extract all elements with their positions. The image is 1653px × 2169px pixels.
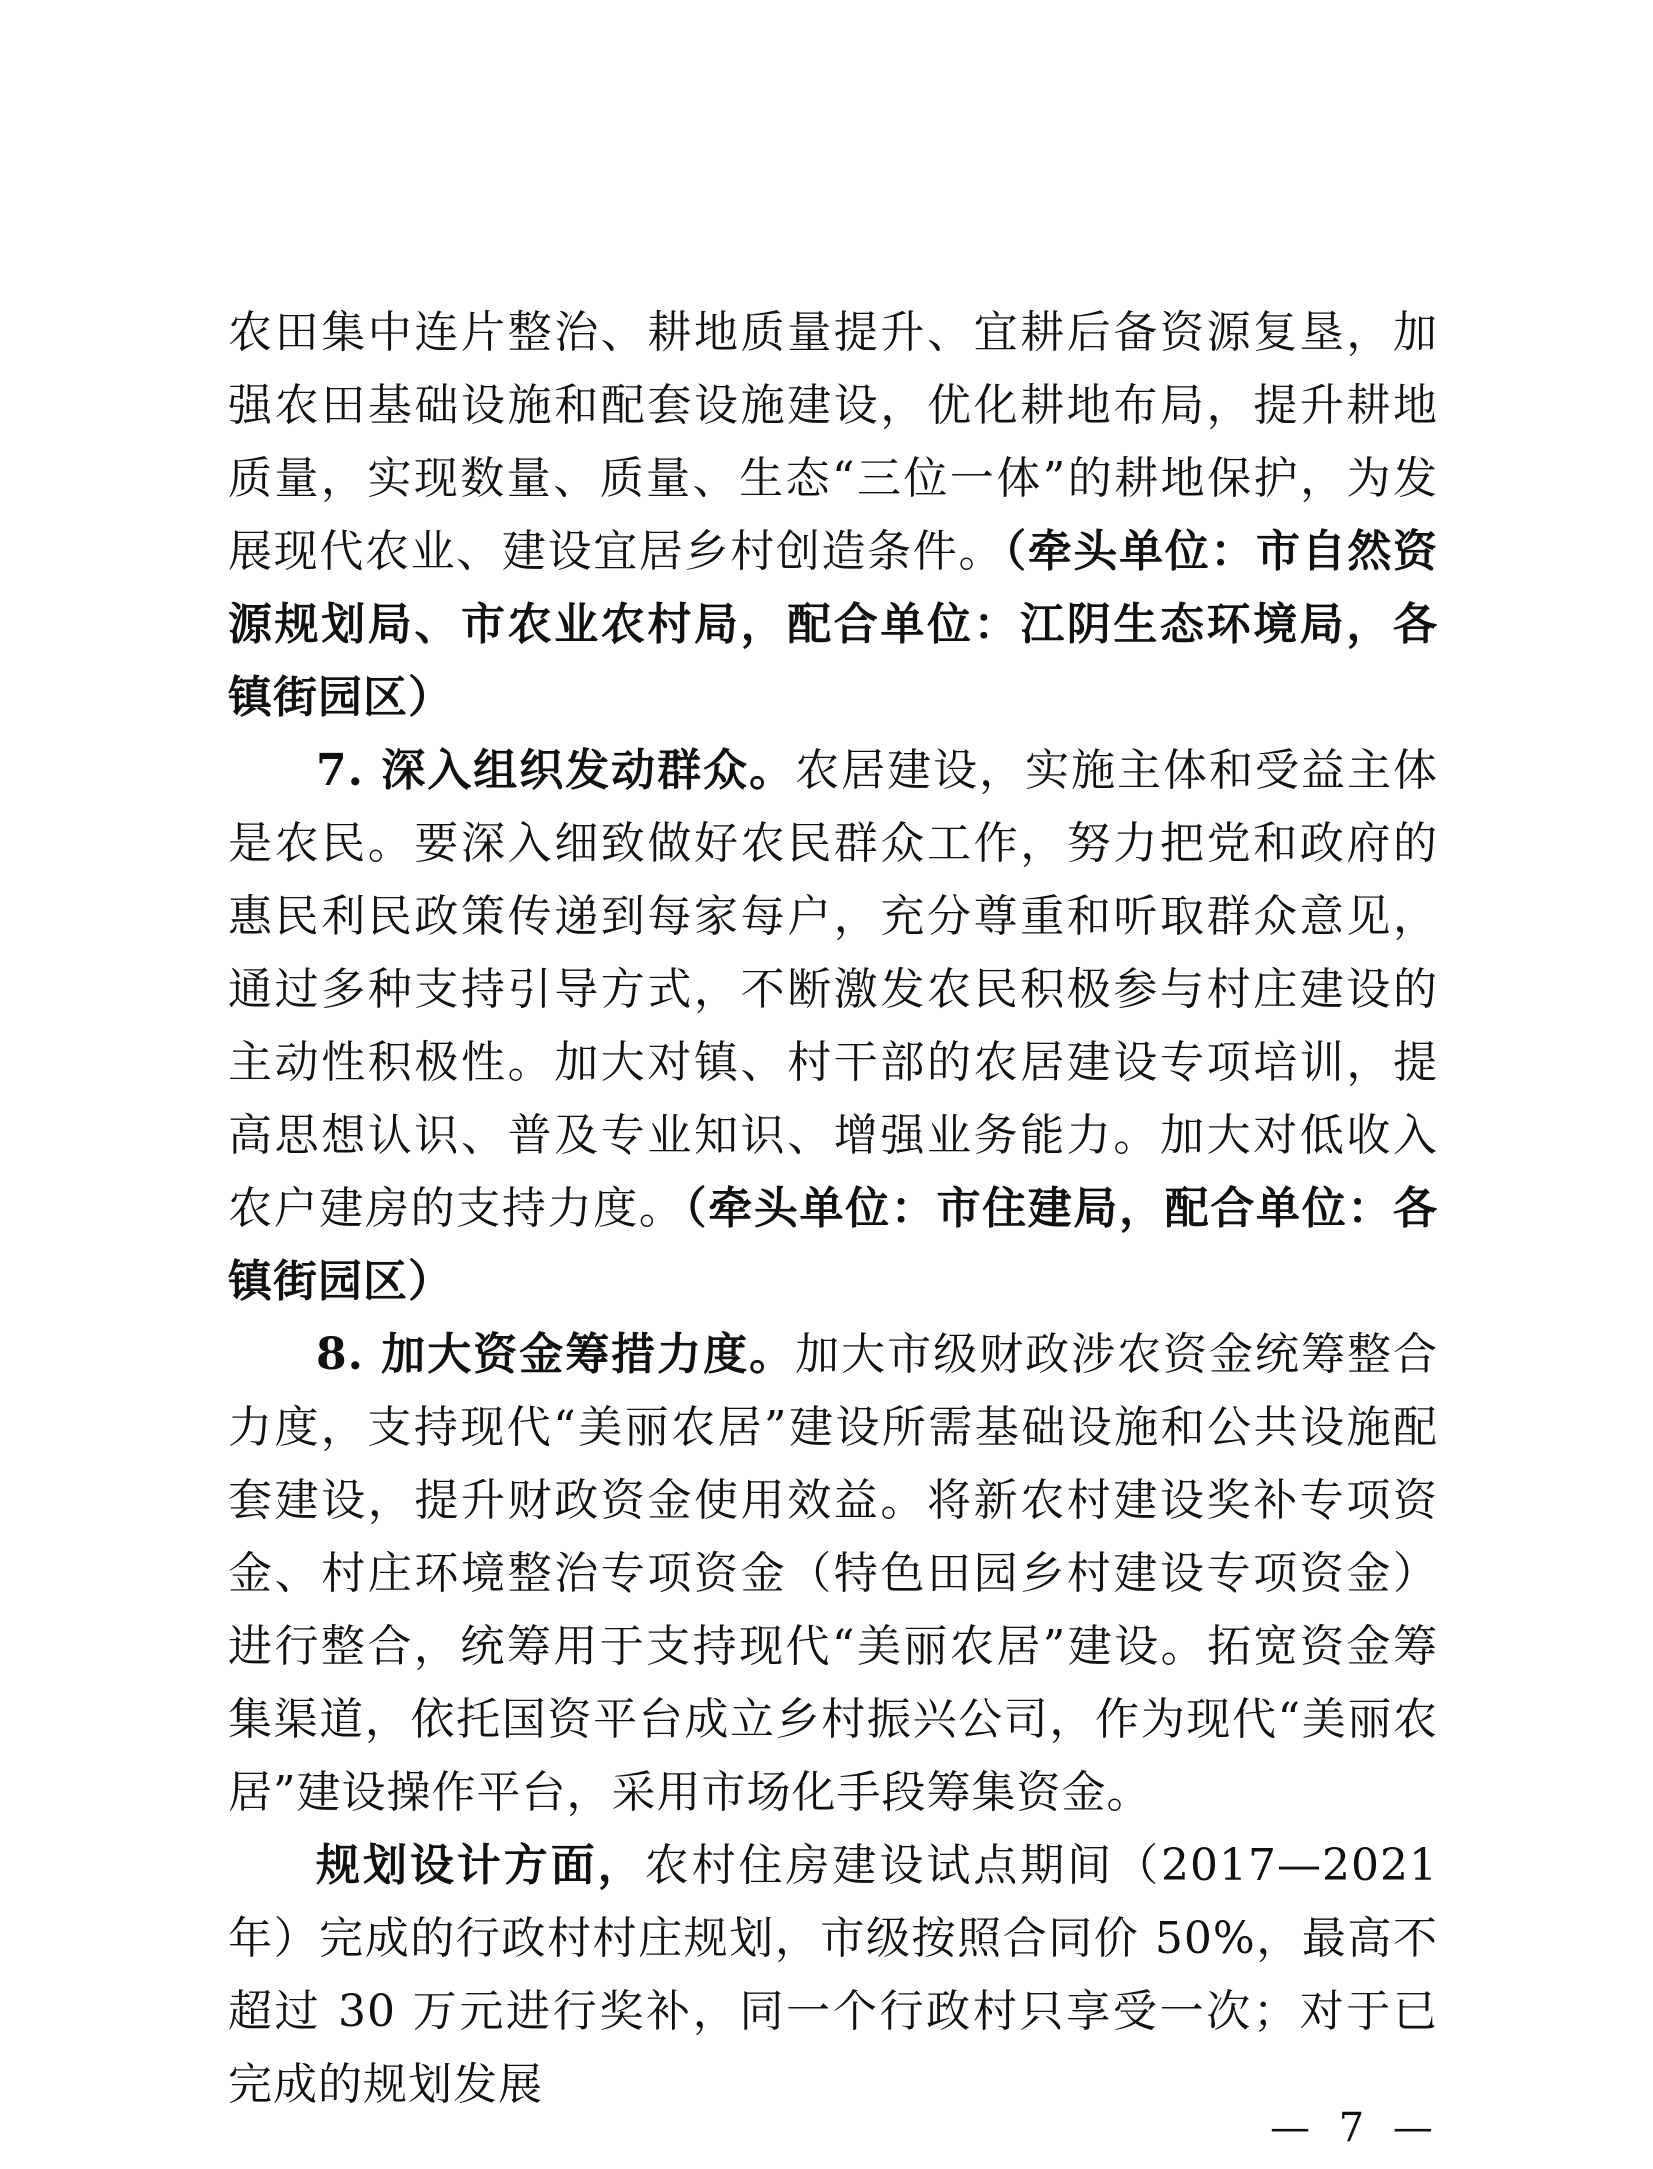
item-heading: 8. 加大资金筹措力度。 xyxy=(316,1329,796,1380)
item-heading: 7. 深入组织发动群众。 xyxy=(316,745,796,796)
body-text xyxy=(228,296,1438,2121)
paragraph-planning-design xyxy=(228,1829,1438,2121)
section-lead: 规划设计方面， xyxy=(316,1840,645,1891)
paragraph-farmland-continued xyxy=(228,296,1438,734)
paragraph-item-7 xyxy=(228,734,1438,1318)
paragraph-text: 农居建设，实施主体和受益主体是农民。要深入细致做好农民群众工作，努力把党和政府的惠民利民政策传递到每家每户，充分尊重和听取群众意见，通过多种支持引导方式，不断激发农民积极参与村庄建设的主动性积极性。加大对镇、村干部的农居建设专项培训，提高思想认识、普及专业知识、增强业务能力。加大对低收入农户建房的支持力度。 xyxy=(228,745,1438,1234)
paragraph-item-8 xyxy=(228,1318,1438,1829)
paragraph-text: 加大市级财政涉农资金统筹整合力度，支持现代“美丽农居”建设所需基础设施和公共设施配套建设，提升财政资金使用效益。将新农村建设奖补专项资金、村庄环境整治专项资金（特色田园乡村建设专项资金）进行整合，统筹用于支持现代“美丽农居”建设。拓宽资金筹集渠道，依托国资平台成立乡村振兴公司，作为现代“美丽农居”建设操作平台，采用市场化手段筹集资金。 xyxy=(228,1329,1438,1818)
page-number: — 7 — xyxy=(1270,2105,1441,2151)
paragraph-text: 农田集中连片整治、耕地质量提升、宜耕后备资源复垦，加强农田基础设施和配套设施建设，优化耕地布局，提升耕地质量，实现数量、质量、生态“三位一体”的耕地保护，为发展现代农业、建设宜居乡村创造条件。 xyxy=(228,307,1438,577)
lead-unit-note: （牵头单位：市自然资源规划局、市农业农村局，配合单位：江阴生态环境局，各镇街园区） xyxy=(228,526,1439,723)
paragraph-text: 农村住房建设试点期间（2017—2021 年）完成的行政村村庄规划，市级按照合同价 50%，最高不超过 30 万元进行奖补，同一个行政村只享受一次；对于已完成的规划发展 xyxy=(228,1840,1439,2110)
lead-unit-note: （牵头单位：市住建局，配合单位：各镇街园区） xyxy=(228,1183,1439,1307)
